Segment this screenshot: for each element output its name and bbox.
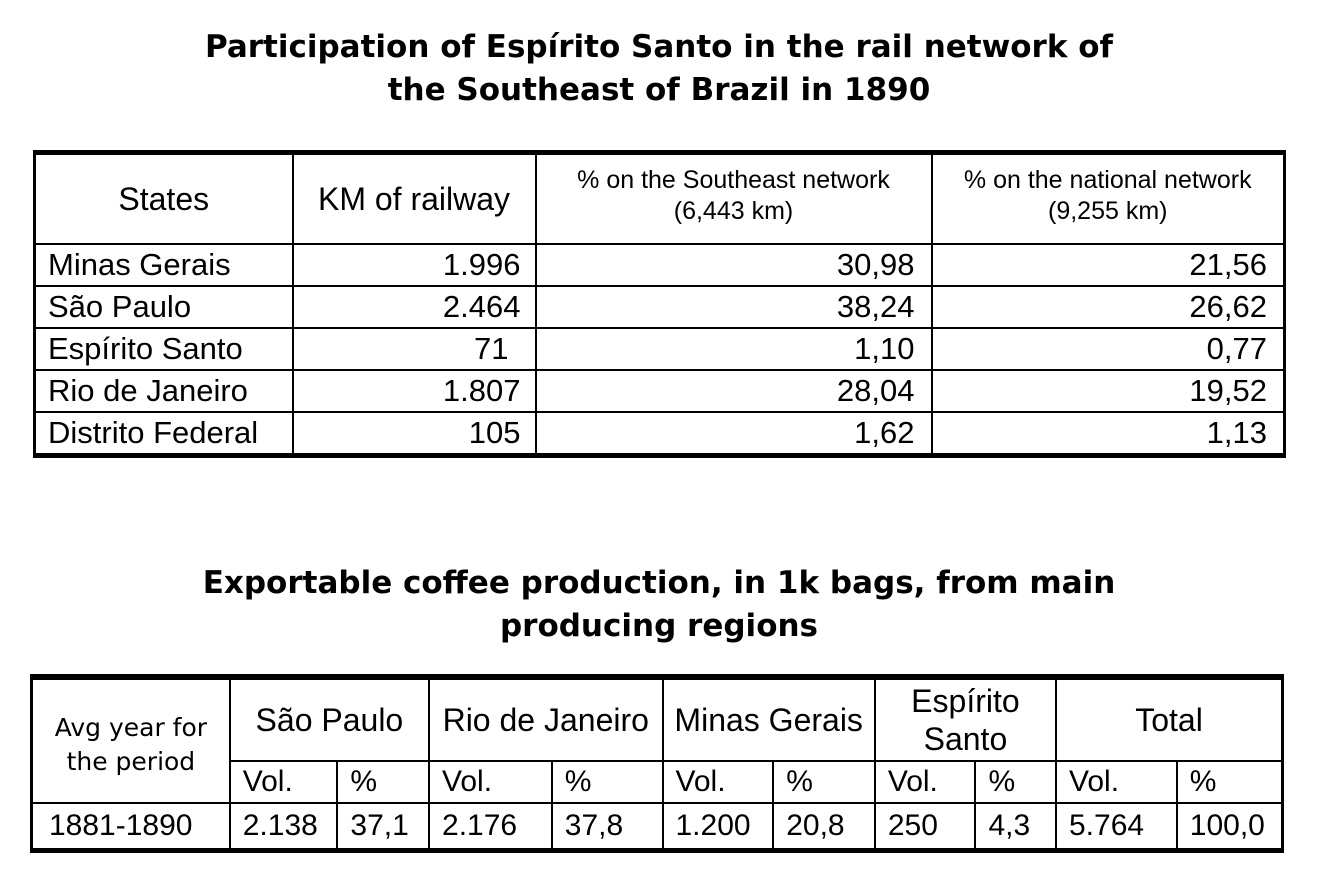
railway-table-title xyxy=(0,26,1318,112)
pct-label: % xyxy=(337,761,429,803)
state-name: Rio de Janeiro xyxy=(35,370,293,412)
header-sao-paulo: São Paulo xyxy=(230,677,429,761)
header-es-line2: Santo xyxy=(923,721,1008,757)
coffee-header-row xyxy=(32,677,1283,761)
vol-label: Vol. xyxy=(663,761,774,803)
header-rio-de-janeiro: Rio de Janeiro xyxy=(429,677,662,761)
header-period xyxy=(32,677,230,803)
header-national xyxy=(932,153,1285,245)
header-period-line2: the period xyxy=(66,747,196,776)
header-espirito-santo xyxy=(875,677,1056,761)
km-value: 105 xyxy=(293,412,536,456)
railway-header-row xyxy=(35,153,1285,245)
national-pct: 1,13 xyxy=(932,412,1285,456)
header-es-line1: Espírito xyxy=(911,683,1020,719)
km-value: 71 xyxy=(293,328,536,370)
state-name: São Paulo xyxy=(35,286,293,328)
southeast-pct: 30,98 xyxy=(536,244,932,286)
vol-label: Vol. xyxy=(230,761,338,803)
vol-label: Vol. xyxy=(1056,761,1177,803)
sao-paulo-vol: 2.138 xyxy=(230,803,338,851)
table-row xyxy=(35,370,1285,412)
minas-vol: 1.200 xyxy=(663,803,774,851)
state-name: Distrito Federal xyxy=(35,412,293,456)
rio-vol: 2.176 xyxy=(429,803,552,851)
pct-label: % xyxy=(975,761,1056,803)
table-row xyxy=(32,803,1283,851)
pct-label: % xyxy=(773,761,875,803)
header-states: States xyxy=(35,153,293,245)
national-pct: 21,56 xyxy=(932,244,1285,286)
header-total: Total xyxy=(1056,677,1283,761)
vol-label: Vol. xyxy=(875,761,976,803)
table-row xyxy=(35,286,1285,328)
km-value: 1.996 xyxy=(293,244,536,286)
state-name: Espírito Santo xyxy=(35,328,293,370)
minas-pct: 20,8 xyxy=(773,803,875,851)
es-vol: 250 xyxy=(875,803,976,851)
total-vol: 5.764 xyxy=(1056,803,1177,851)
state-name: Minas Gerais xyxy=(35,244,293,286)
coffee-table xyxy=(30,674,1284,853)
total-pct: 100,0 xyxy=(1177,803,1283,851)
sao-paulo-pct: 37,1 xyxy=(337,803,429,851)
km-value: 2.464 xyxy=(293,286,536,328)
pct-label: % xyxy=(552,761,663,803)
km-value: 1.807 xyxy=(293,370,536,412)
header-southeast-line1: % on the Southeast network xyxy=(577,166,890,194)
es-pct: 4,3 xyxy=(975,803,1056,851)
national-pct: 0,77 xyxy=(932,328,1285,370)
header-southeast xyxy=(536,153,932,245)
table-row xyxy=(35,412,1285,456)
header-km: KM of railway xyxy=(293,153,536,245)
southeast-pct: 1,10 xyxy=(536,328,932,370)
southeast-pct: 1,62 xyxy=(536,412,932,456)
header-national-line2: (9,255 km) xyxy=(1048,197,1168,225)
southeast-pct: 38,24 xyxy=(536,286,932,328)
coffee-title-line2: producing regions xyxy=(499,608,819,644)
coffee-table-title xyxy=(0,562,1318,648)
header-southeast-line2: (6,443 km) xyxy=(673,197,794,225)
header-minas-gerais: Minas Gerais xyxy=(663,677,875,761)
period-value: 1881-1890 xyxy=(32,803,230,851)
header-national-line1: % on the national network xyxy=(963,166,1252,194)
table-row xyxy=(35,328,1285,370)
national-pct: 26,62 xyxy=(932,286,1285,328)
vol-label: Vol. xyxy=(429,761,552,803)
railway-title-line1: Participation of Espírito Santo in the rail network of xyxy=(204,29,1114,65)
southeast-pct: 28,04 xyxy=(536,370,932,412)
national-pct: 19,52 xyxy=(932,370,1285,412)
railway-table xyxy=(33,150,1286,458)
rio-pct: 37,8 xyxy=(552,803,663,851)
railway-title-line2: the Southeast of Brazil in 1890 xyxy=(387,72,931,108)
header-period-line1: Avg year for xyxy=(54,713,208,742)
pct-label: % xyxy=(1177,761,1283,803)
table-row xyxy=(35,244,1285,286)
coffee-title-line1: Exportable coffee production, in 1k bags, from main xyxy=(202,565,1116,601)
